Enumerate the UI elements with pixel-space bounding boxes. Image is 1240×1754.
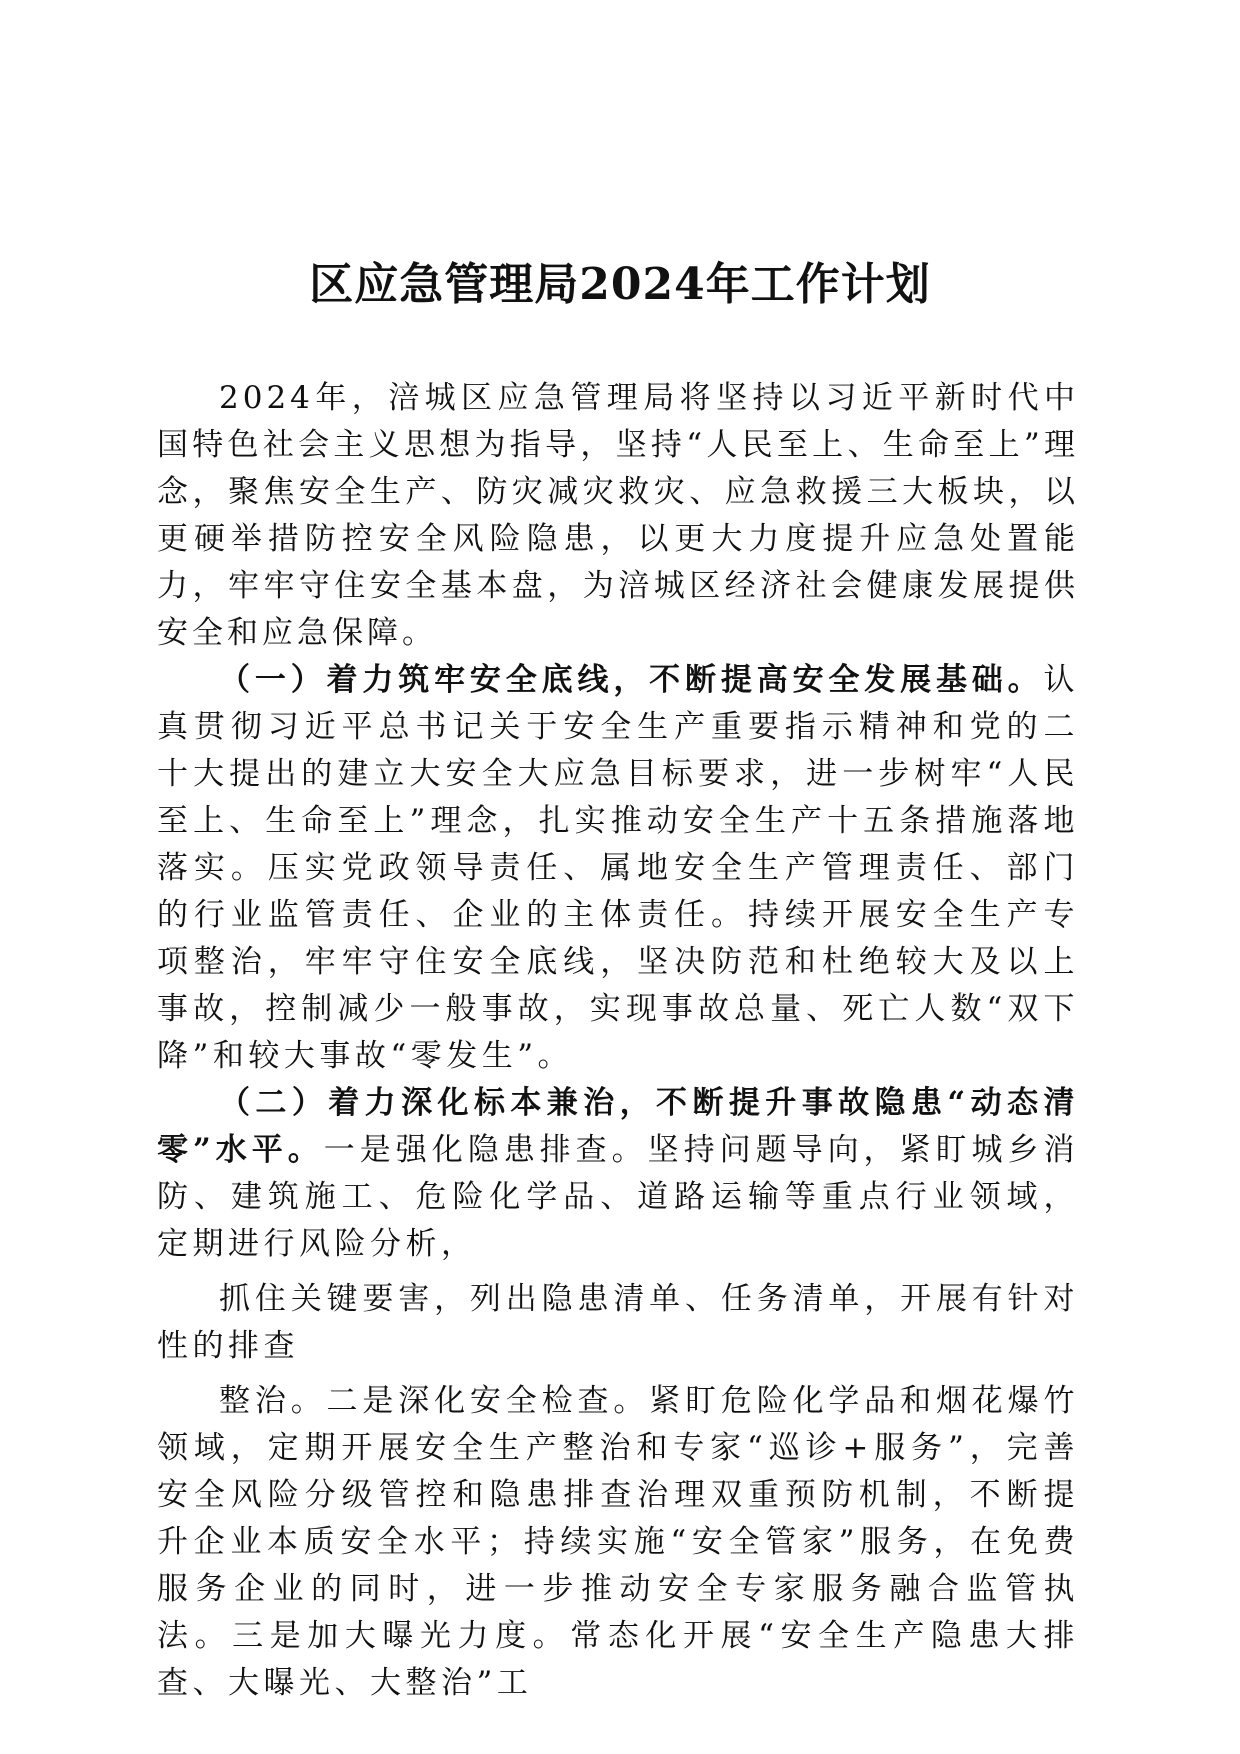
- document-title: 区应急管理局2024年工作计划: [309, 259, 931, 311]
- paragraph-text: 一是强化隐患排查。坚持问题导向，紧盯城乡消防、建筑施工、危险化学品、道路运输等重点行业领域，定期进行风险分析，: [157, 1132, 1079, 1262]
- paragraph-text: 抓住关键要害，列出隐患清单、任务清单，开展有针对性的排查: [157, 1281, 1079, 1364]
- document-body: [157, 375, 1079, 1707]
- paragraph-section-2: [157, 1080, 1079, 1268]
- section-heading: （二）着力深化标本兼治，不断提升事故隐患“动态清零”水平。: [157, 1085, 1079, 1168]
- paragraph-text: 整治。二是深化安全检查。紧盯危险化学品和烟花爆竹领域，定期开展安全生产整治和专家“巡诊+服务”，完善安全风险分级管控和隐患排查治理双重预防机制，不断提升企业本质安全水平；持续实施“安全管家”服务，在免费服务企业的同时，进一步推动安全专家服务融合监管执法。三是加大曝光力度。常态化开展“安全生产隐患大排查、大曝光、大整治”工: [157, 1383, 1079, 1701]
- paragraph-fragment: [157, 1378, 1079, 1707]
- paragraph-intro: [157, 375, 1079, 657]
- paragraph-fragment: [157, 1276, 1079, 1370]
- paragraph-text: 认真贯彻习近平总书记关于安全生产重要指示精神和党的二十大提出的建立大安全大应急目标要求，进一步树牢“人民至上、生命至上”理念，扎实推动安全生产十五条措施落地落实。压实党政领导责任、属地安全生产管理责任、部门的行业监管责任、企业的主体责任。持续开展安全生产专项整治，牢牢守住安全底线，坚决防范和杜绝较大及以上事故，控制减少一般事故，实现事故总量、死亡人数“双下降”和较大事故“零发生”。: [157, 662, 1079, 1074]
- paragraph-text: 2024年，涪城区应急管理局将坚持以习近平新时代中国特色社会主义思想为指导，坚持“人民至上、生命至上”理念，聚焦安全生产、防灾减灾救灾、应急救援三大板块，以更硬举措防控安全风险隐患，以更大力度提升应急处置能力，牢牢守住安全基本盘，为涪城区经济社会健康发展提供安全和应急保障。: [157, 380, 1079, 651]
- section-heading: （一）着力筑牢安全底线，不断提高安全发展基础。: [219, 662, 1044, 698]
- paragraph-section-1: [157, 657, 1079, 1080]
